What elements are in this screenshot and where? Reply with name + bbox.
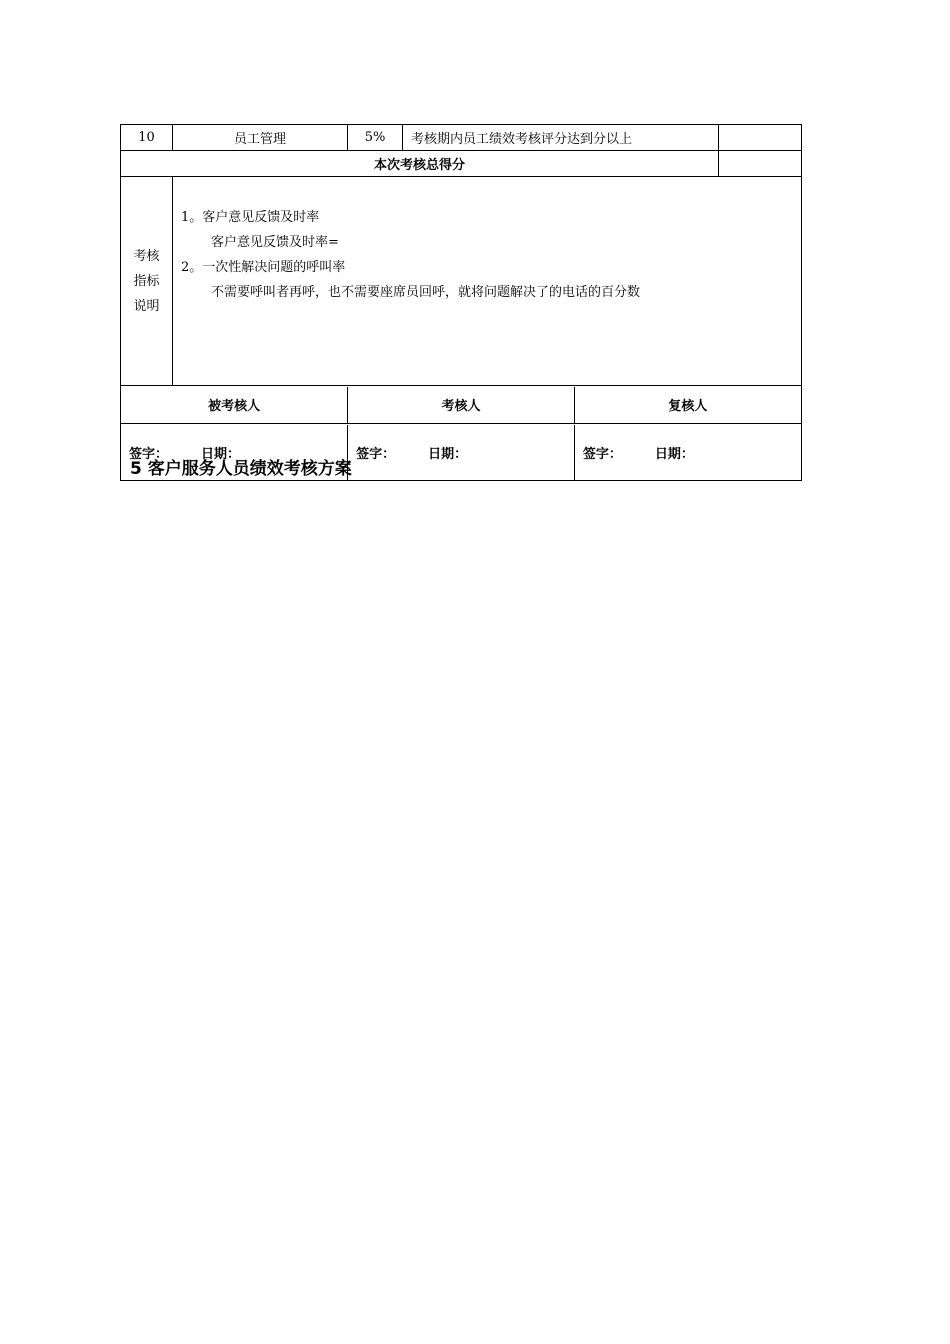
date-label: 日期：: [654, 446, 694, 462]
total-value: [719, 151, 802, 177]
description-line: 2。一次性解决问题的呼叫率: [181, 260, 346, 275]
row-standard: 考核期内员工绩效考核评分达到分以上: [403, 125, 719, 151]
reviewer-signature: [574, 425, 801, 480]
reviewer-header: 复核人: [574, 387, 801, 423]
signature-grid: [121, 387, 801, 423]
signature-header-row: [121, 386, 802, 424]
table-row: [121, 125, 802, 151]
description-row: [121, 177, 802, 386]
assessor-signature: [348, 425, 575, 480]
assessee-header: 被考核人: [208, 399, 261, 414]
row-weight: 5%: [348, 125, 403, 151]
description-body: [173, 177, 802, 386]
date-label: 日期：: [428, 446, 468, 462]
description-label: [121, 177, 173, 386]
description-label-line: 指标: [133, 273, 160, 289]
row-item: 员工管理: [173, 125, 348, 151]
total-row: [121, 151, 802, 177]
description-label-line: 说明: [133, 298, 160, 314]
description-label-line: 考核: [133, 248, 160, 264]
description-line: 客户意见反馈及时率=: [211, 235, 339, 250]
description-line: 不需要呼叫者再呼，也不需要座席员回呼，就将问题解决了的电话的百分数: [211, 285, 641, 300]
sign-label: 签字：: [582, 446, 622, 462]
sign-label: 签字：: [356, 446, 396, 462]
total-label: 本次考核总得分: [121, 151, 719, 177]
sign-label: 签字：: [129, 446, 169, 462]
section-heading: 5 客户服务人员绩效考核方案: [130, 459, 352, 479]
date-label: 日期：: [201, 446, 241, 462]
description-line: 1。客户意见反馈及时率: [181, 210, 320, 225]
assessment-table: [120, 124, 802, 481]
assessor-header: 考核人: [348, 387, 575, 423]
row-index: 10: [121, 125, 173, 151]
signature-header-row-container: [121, 386, 802, 424]
row-score: [719, 125, 802, 151]
